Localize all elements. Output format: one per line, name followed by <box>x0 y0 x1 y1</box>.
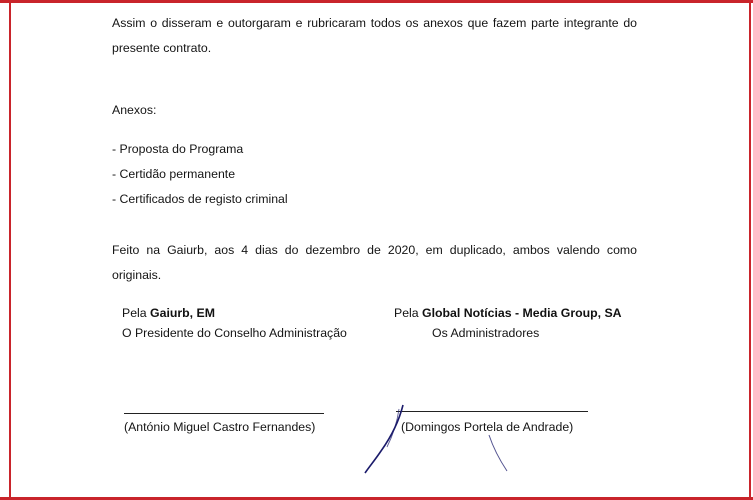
spacer <box>112 61 637 98</box>
annex-item: - Proposta do Programa <box>112 142 244 156</box>
signature-right-prefix: Pela <box>394 306 419 320</box>
document-body <box>112 11 637 288</box>
annex-item: - Certificados de registo criminal <box>112 192 288 206</box>
annex-heading: Anexos: <box>112 103 157 117</box>
signature-party-right-heading <box>394 303 644 323</box>
signature-name-right: (Domingos Portela de Andrade) <box>401 420 574 434</box>
signature-right-party-name: Global Notícias - Media Group, SA <box>422 306 622 320</box>
signature-left-party-name: Gaiurb, EM <box>150 306 215 320</box>
handwritten-signature-ink-secondary <box>471 433 561 483</box>
signature-party-right <box>394 303 644 344</box>
signature-party-left-heading <box>122 303 362 323</box>
signature-left-role: O Presidente do Conselho Administração <box>122 326 347 340</box>
paragraph-closing: Feito na Gaiurb, aos 4 dias do dezembro de 2020, em duplicado, ambos valendo como originais. <box>112 243 637 282</box>
spacer <box>112 212 637 238</box>
handwritten-signature-ink <box>281 403 461 483</box>
signature-name-left: (António Miguel Castro Fernandes) <box>124 420 316 434</box>
signature-left-prefix: Pela <box>122 306 147 320</box>
annex-item: - Certidão permanente <box>112 167 236 181</box>
scan-border-right <box>749 0 751 500</box>
signature-right-role: Os Administradores <box>432 326 540 340</box>
spacer <box>112 123 637 137</box>
signature-party-left <box>122 303 362 344</box>
page-content-area <box>11 3 749 497</box>
paragraph-intro: Assim o disseram e outorgaram e rubricaram todos os anexos que fazem parte integrante do presente contrato. <box>112 16 637 55</box>
